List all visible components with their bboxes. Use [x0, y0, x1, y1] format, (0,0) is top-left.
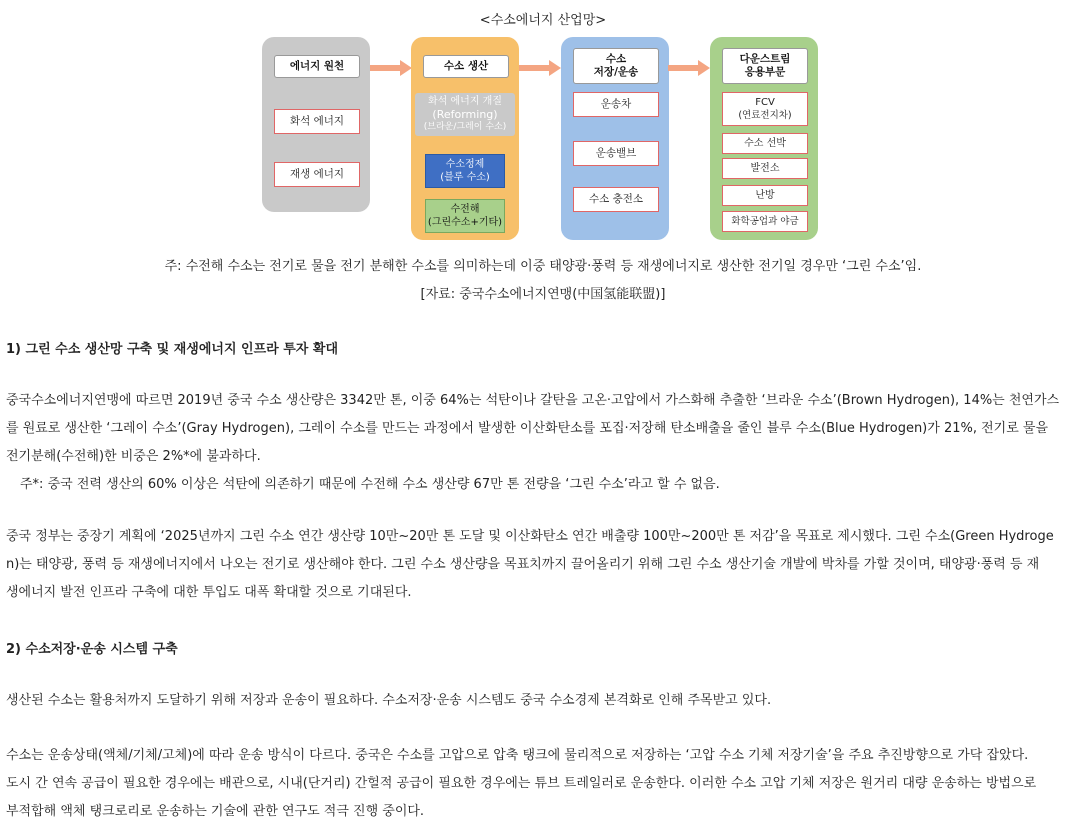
paragraph: 수소는 운송상태(액체/기체/고체)에 따라 운송 방식이 다르다. 중국은 수소를 고압으로 압축 탱크에 물리적으로 저장하는 ‘고압 수소 기체 저장기술’을 주요 추진방향으로 가닥 잡았다. 도시 간 연속 공급이 필요한 경우에는 배관으로, 시내(단거리) 간헐적 공급이 필요한 경우에는 튜브 트레일러로 운송한다. 이러한 수소 고압 기체 저장은 원거리 대량 운송하는 방법으로 부적합해 액체 탱크로리로 운송하는 기술에 관한 연구도 적극 진행 중이다.: [6, 748, 1037, 819]
column-energy-source: [262, 37, 370, 212]
hydrogen-industry-diagram: [0, 0, 1086, 274]
column-storage-transport: [561, 37, 669, 240]
item-hydrogen-ship: 수소 선박: [722, 133, 808, 154]
item-charging-station: 수소 충전소: [573, 187, 659, 212]
figure-note: 주: 수전해 수소는 전기로 물을 전기 분해한 수소를 의미하는데 이중 태양광·풍력 등 재생에너지로 생산한 전기일 경우만 ‘그린 수소’임.: [164, 259, 922, 274]
paragraph: 중국 정부는 중장기 계획에 ‘2025년까지 그린 수소 연간 생산량 10만~20만 톤 도달 및 이산화탄소 연간 배출량 100만~200만 톤 저감’을 목표로 제시했다. 그린 수소(Green Hydroge n)는 태양광, 풍력 등 재생에너지에서 나오는 전기로 생산해야 한다. 그린 수소 생산량을 목표치까지 끌어올리기 위해 그린 수소 생산기술 개발에 박차를 가할 것이며, 태양광·풍력 등 재 생에너지 발전 인프라 구축에 대한 투입도 대폭 확대할 것으로 기대된다.: [6, 529, 1054, 600]
figure-title: <수소에너지 산업망>: [479, 13, 607, 28]
footnote: 주*: 중국 전력 생산의 60% 이상은 석탄에 의존하기 때문에 수전해 수소 생산량 67만 톤 전량을 ‘그린 수소’라고 할 수 없음.: [20, 477, 720, 492]
item-chemical-metallurgy: 화학공업과 야금: [722, 211, 808, 232]
arrow-right-icon: [370, 60, 412, 76]
column-header: 수소 저장/운송: [573, 48, 659, 84]
item-power-plant: 발전소: [722, 158, 808, 179]
column-header: 에너지 원천: [274, 55, 360, 78]
column-header: 다운스트림 응용부문: [722, 48, 808, 84]
item-hydrogen-purification: 수소정제 (블루 수소): [425, 154, 505, 188]
arrow-right-icon: [668, 60, 710, 76]
item-renewable-energy: 재생 에너지: [274, 162, 360, 187]
section-heading: 1) 그린 수소 생산망 구축 및 재생에너지 인프라 투자 확대: [6, 342, 338, 357]
column-header: 수소 생산: [423, 55, 509, 78]
section-heading: 2) 수소저장·운송 시스템 구축: [6, 642, 178, 657]
item-fcv: FCV (연료전지차): [722, 92, 808, 126]
paragraph: 중국수소에너지연맹에 따르면 2019년 중국 수소 생산량은 3342만 톤, 이중 64%는 석탄이나 갈탄을 고온·고압에서 가스화해 추출한 ‘브라운 수소’(Brown Hydrogen), 14%는 천연가스 를 원료로 생산한 ‘그레이 수소’(Gray Hydrogen), 그레이 수소를 만드는 과정에서 발생한 이산화탄소를 포집·저장해 탄소배출을 줄인 블루 수소(Blue Hydrogen)가 21%, 전기로 물을 전기분해(수전해)한 비중은 2%*에 불과하다. 주*: 중국 전력 생산의 60% 이상은 석탄에 의존하기 때문에 수전해 수소 생산량 67만 톤 전량을 ‘그린 수소’라고 할 수 없음.: [6, 387, 1078, 499]
item-fossil-energy: 화석 에너지: [274, 109, 360, 134]
figure-source: [자료: 중국수소에너지연맹(中国氢能联盟)]: [420, 287, 666, 302]
item-heating: 난방: [722, 185, 808, 206]
arrow-right-icon: [519, 60, 561, 76]
item-fossil-reforming: 화석 에너지 개질 (Reforming) (브라운/그레이 수소): [415, 93, 515, 136]
item-transport-vehicle: 운송차: [573, 92, 659, 117]
column-hydrogen-production: [411, 37, 519, 240]
item-transport-valve: 운송밸브: [573, 141, 659, 166]
column-downstream-applications: [710, 37, 818, 240]
item-electrolysis: 수전해 (그린수소+기타): [425, 199, 505, 233]
paragraph: 생산된 수소는 활용처까지 도달하기 위해 저장과 운송이 필요하다. 수소저장·운송 시스템도 중국 수소경제 본격화로 인해 주목받고 있다.: [6, 693, 772, 708]
